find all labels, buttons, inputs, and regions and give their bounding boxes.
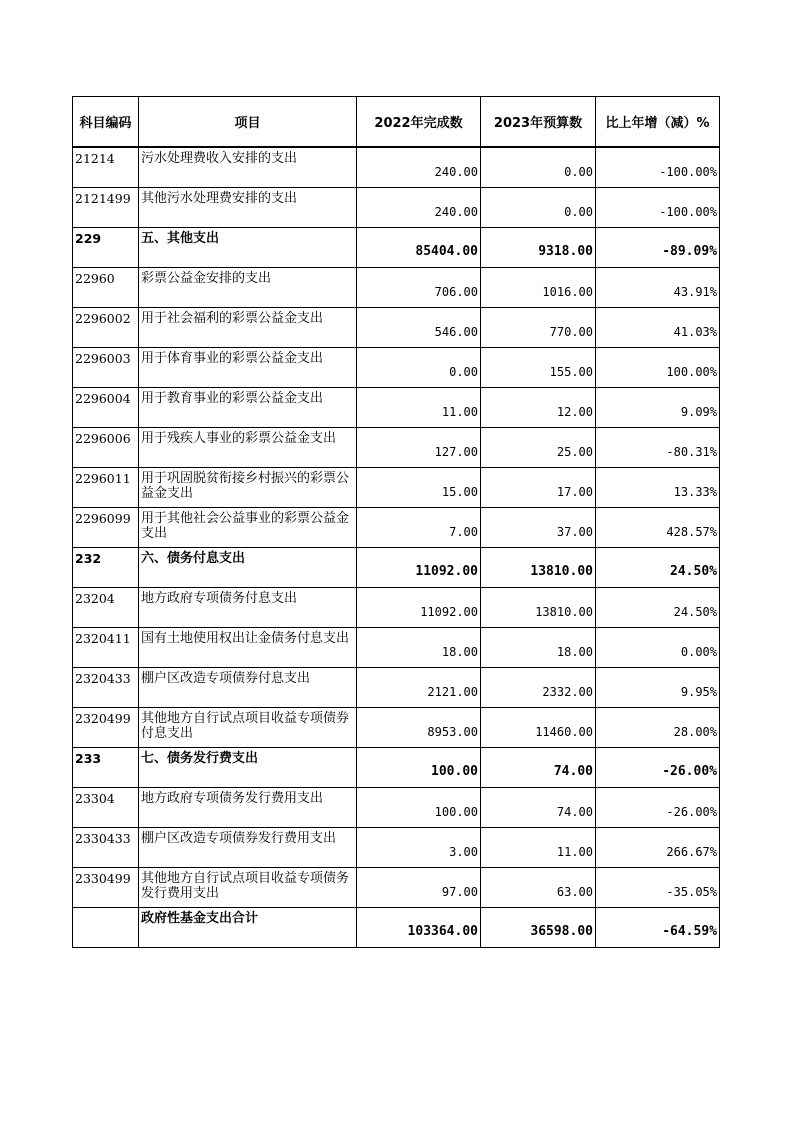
- row-2022-actual: 240.00: [357, 147, 481, 187]
- row-2022-actual: 18.00: [357, 627, 481, 667]
- header-change-percent: 比上年增（减）%: [596, 97, 720, 148]
- row-change-percent: -64.59%: [596, 907, 720, 947]
- row-change-percent: 100.00%: [596, 347, 720, 387]
- table-row: [73, 547, 720, 587]
- row-change-percent: -35.05%: [596, 867, 720, 907]
- row-change-percent: -100.00%: [596, 147, 720, 187]
- row-code: 2296004: [73, 387, 139, 427]
- row-2022-actual: 546.00: [357, 307, 481, 347]
- row-change-percent: -89.09%: [596, 227, 720, 267]
- row-2023-budget: 63.00: [481, 867, 596, 907]
- table-row: [73, 867, 720, 907]
- row-item-name: 五、其他支出: [139, 227, 357, 267]
- row-2023-budget: 18.00: [481, 627, 596, 667]
- row-code: 232: [73, 547, 139, 587]
- row-2022-actual: 2121.00: [357, 667, 481, 707]
- row-item-name: 七、债务发行费支出: [139, 747, 357, 787]
- row-item-name: 棚户区改造专项债券付息支出: [139, 667, 357, 707]
- header-code: 科目编码: [73, 97, 139, 148]
- row-change-percent: 24.50%: [596, 587, 720, 627]
- row-2022-actual: 85404.00: [357, 227, 481, 267]
- row-code: 229: [73, 227, 139, 267]
- row-code: 2296011: [73, 467, 139, 507]
- table-body: [73, 147, 720, 947]
- row-item-name: 其他地方自行试点项目收益专项债券付息支出: [139, 707, 357, 747]
- table-row: [73, 187, 720, 227]
- row-2023-budget: 9318.00: [481, 227, 596, 267]
- row-item-name: 彩票公益金安排的支出: [139, 267, 357, 307]
- table-row: [73, 707, 720, 747]
- table-row: [73, 427, 720, 467]
- table-row: [73, 507, 720, 547]
- table-row: [73, 667, 720, 707]
- row-2022-actual: 127.00: [357, 427, 481, 467]
- row-change-percent: 41.03%: [596, 307, 720, 347]
- row-2022-actual: 0.00: [357, 347, 481, 387]
- row-change-percent: 266.67%: [596, 827, 720, 867]
- row-change-percent: -26.00%: [596, 787, 720, 827]
- row-item-name: 用于巩固脱贫衔接乡村振兴的彩票公益金支出: [139, 467, 357, 507]
- row-item-name: 用于教育事业的彩票公益金支出: [139, 387, 357, 427]
- row-item-name: 地方政府专项债务发行费用支出: [139, 787, 357, 827]
- row-2023-budget: 0.00: [481, 187, 596, 227]
- row-2023-budget: 11.00: [481, 827, 596, 867]
- row-code: 23304: [73, 787, 139, 827]
- table-row: [73, 387, 720, 427]
- row-2023-budget: 1016.00: [481, 267, 596, 307]
- row-code: 2296099: [73, 507, 139, 547]
- row-code: 2296003: [73, 347, 139, 387]
- header-item: 项目: [139, 97, 357, 148]
- row-code: 2320411: [73, 627, 139, 667]
- row-item-name: 用于其他社会公益事业的彩票公益金支出: [139, 507, 357, 547]
- table-row: [73, 787, 720, 827]
- row-2022-actual: 240.00: [357, 187, 481, 227]
- row-change-percent: 428.57%: [596, 507, 720, 547]
- row-2023-budget: 0.00: [481, 147, 596, 187]
- row-2022-actual: 97.00: [357, 867, 481, 907]
- row-2023-budget: 770.00: [481, 307, 596, 347]
- row-2022-actual: 103364.00: [357, 907, 481, 947]
- table-row: [73, 747, 720, 787]
- row-2023-budget: 37.00: [481, 507, 596, 547]
- row-2022-actual: 15.00: [357, 467, 481, 507]
- table-row: [73, 147, 720, 187]
- row-item-name: 其他污水处理费安排的支出: [139, 187, 357, 227]
- row-change-percent: 43.91%: [596, 267, 720, 307]
- row-2023-budget: 17.00: [481, 467, 596, 507]
- row-code: 233: [73, 747, 139, 787]
- row-2022-actual: 8953.00: [357, 707, 481, 747]
- row-change-percent: -80.31%: [596, 427, 720, 467]
- row-change-percent: 13.33%: [596, 467, 720, 507]
- table-row: [73, 267, 720, 307]
- header-row: [73, 97, 720, 148]
- row-item-name: 政府性基金支出合计: [139, 907, 357, 947]
- row-item-name: 用于残疾人事业的彩票公益金支出: [139, 427, 357, 467]
- row-code: [73, 907, 139, 947]
- budget-table: [72, 96, 720, 948]
- row-item-name: 棚户区改造专项债券发行费用支出: [139, 827, 357, 867]
- row-2023-budget: 25.00: [481, 427, 596, 467]
- row-2023-budget: 74.00: [481, 747, 596, 787]
- row-2023-budget: 11460.00: [481, 707, 596, 747]
- row-2023-budget: 2332.00: [481, 667, 596, 707]
- row-change-percent: 9.95%: [596, 667, 720, 707]
- row-item-name: 六、债务付息支出: [139, 547, 357, 587]
- table-row: [73, 907, 720, 947]
- table-row: [73, 467, 720, 507]
- row-code: 2121499: [73, 187, 139, 227]
- row-2023-budget: 13810.00: [481, 547, 596, 587]
- row-2023-budget: 74.00: [481, 787, 596, 827]
- row-code: 2330499: [73, 867, 139, 907]
- row-code: 22960: [73, 267, 139, 307]
- row-2023-budget: 13810.00: [481, 587, 596, 627]
- row-item-name: 用于体育事业的彩票公益金支出: [139, 347, 357, 387]
- header-2023-budget: 2023年预算数: [481, 97, 596, 148]
- row-code: 2330433: [73, 827, 139, 867]
- table-row: [73, 347, 720, 387]
- row-code: 23204: [73, 587, 139, 627]
- row-item-name: 用于社会福利的彩票公益金支出: [139, 307, 357, 347]
- row-item-name: 国有土地使用权出让金债务付息支出: [139, 627, 357, 667]
- row-2022-actual: 11092.00: [357, 587, 481, 627]
- row-code: 21214: [73, 147, 139, 187]
- row-2023-budget: 12.00: [481, 387, 596, 427]
- table-row: [73, 587, 720, 627]
- row-2022-actual: 11092.00: [357, 547, 481, 587]
- table-row: [73, 227, 720, 267]
- header-2022-actual: 2022年完成数: [357, 97, 481, 148]
- row-2022-actual: 100.00: [357, 787, 481, 827]
- row-change-percent: 28.00%: [596, 707, 720, 747]
- table-row: [73, 307, 720, 347]
- row-change-percent: -26.00%: [596, 747, 720, 787]
- row-2023-budget: 155.00: [481, 347, 596, 387]
- row-2022-actual: 3.00: [357, 827, 481, 867]
- row-change-percent: 0.00%: [596, 627, 720, 667]
- row-code: 2320433: [73, 667, 139, 707]
- row-code: 2296002: [73, 307, 139, 347]
- row-item-name: 污水处理费收入安排的支出: [139, 147, 357, 187]
- row-change-percent: 9.09%: [596, 387, 720, 427]
- row-code: 2296006: [73, 427, 139, 467]
- table-row: [73, 827, 720, 867]
- row-2022-actual: 11.00: [357, 387, 481, 427]
- row-code: 2320499: [73, 707, 139, 747]
- row-2022-actual: 706.00: [357, 267, 481, 307]
- row-2022-actual: 100.00: [357, 747, 481, 787]
- row-2022-actual: 7.00: [357, 507, 481, 547]
- row-2023-budget: 36598.00: [481, 907, 596, 947]
- row-item-name: 地方政府专项债务付息支出: [139, 587, 357, 627]
- row-change-percent: 24.50%: [596, 547, 720, 587]
- table-row: [73, 627, 720, 667]
- row-change-percent: -100.00%: [596, 187, 720, 227]
- row-item-name: 其他地方自行试点项目收益专项债务发行费用支出: [139, 867, 357, 907]
